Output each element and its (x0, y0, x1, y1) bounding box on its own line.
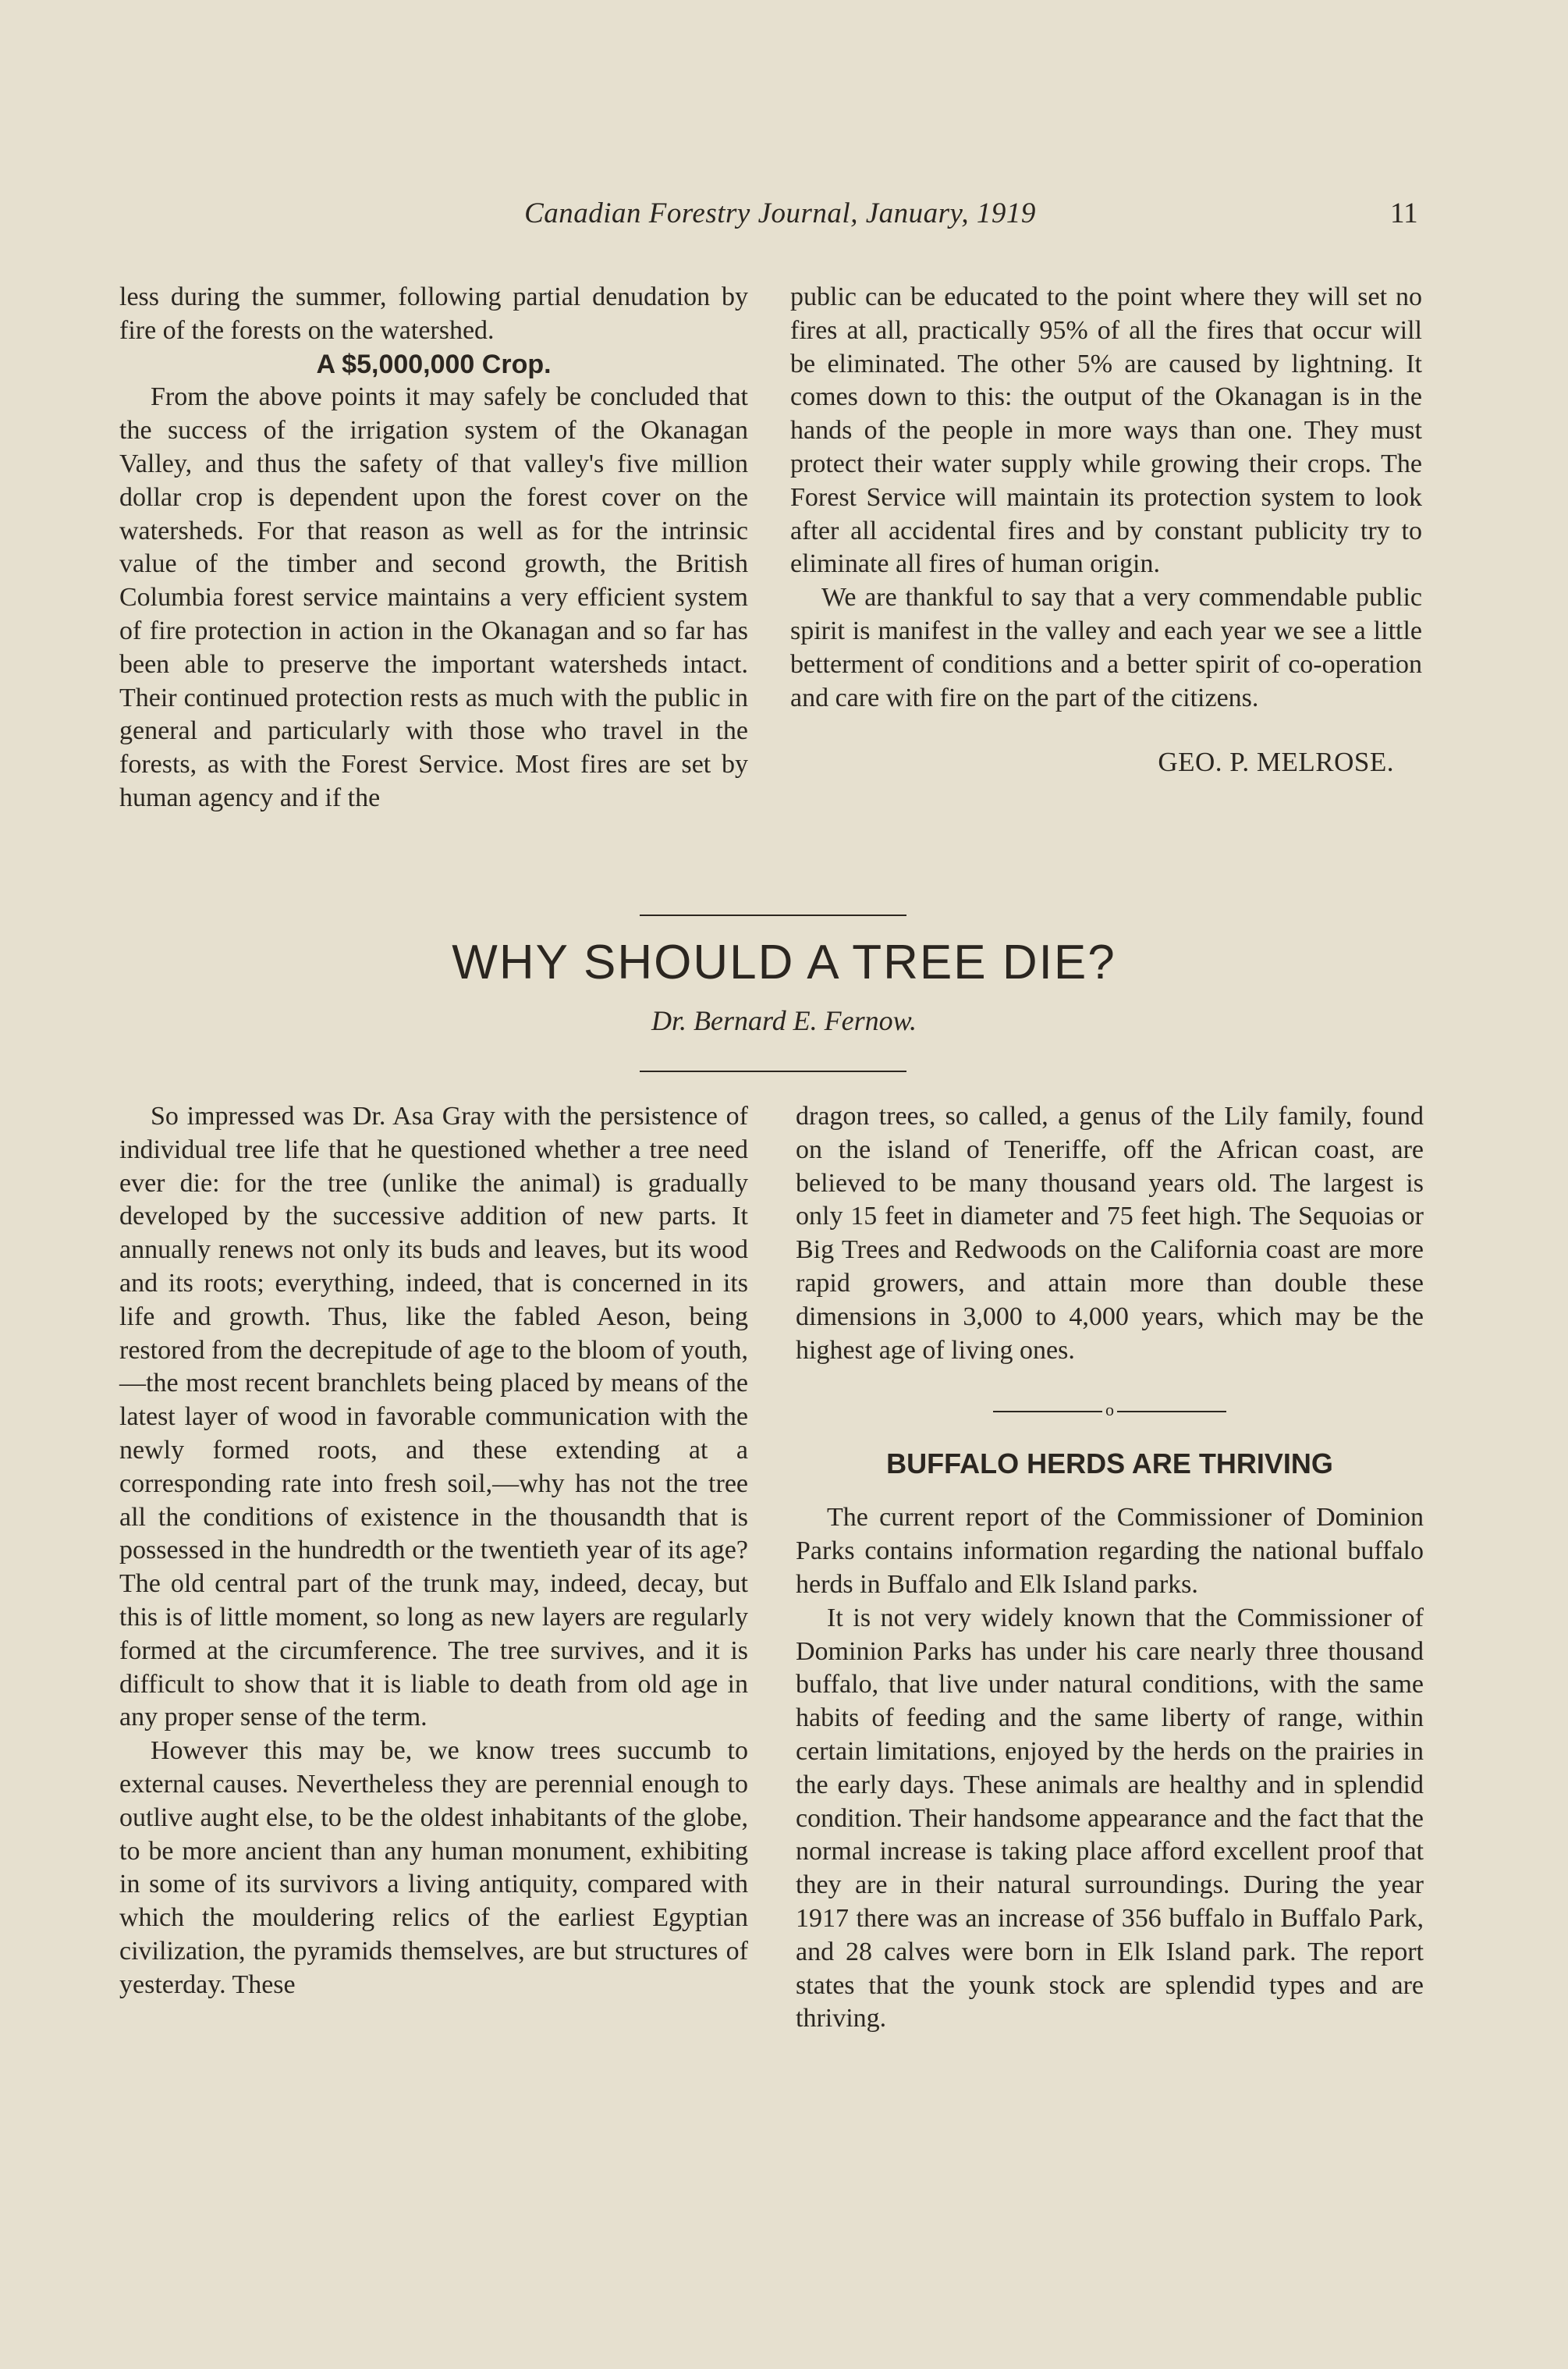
page-number: 11 (1390, 197, 1418, 229)
title-rule-bottom (640, 1071, 906, 1072)
paragraph: The current report of the Commissioner of Dominion Parks contains information regarding the national buffalo herds in Buffalo and Elk Island parks. (796, 1503, 1424, 1599)
paragraph: We are thankful to say that a very commendable public spirit is manifest in the valley and each year we see a little betterment of conditions and a better spirit of co-operation and care with fire on the part of the citizens. (790, 583, 1422, 712)
article-byline: Dr. Bernard E. Fernow. (651, 1005, 917, 1036)
paragraph: From the above points it may safely be concluded that the success of the irrigation system of the Okanagan Valley, and thus the safety of that valley's five million dollar crop is dependent upon the forest cover on the watersheds. For that reason as well as for the intrinsic value of the timber and second growth, the British Columbia forest service maintains a very efficient system of fire protection in action in the Okanagan and so far has been able to preserve the important watersheds intact. Their continued protection rests as much with the public in general and particularly with those who travel in the forests, as with the Forest Service. Most fires are set by human agency and if the (119, 382, 748, 812)
running-header (0, 197, 1568, 243)
author-signature: GEO. P. MELROSE. (1158, 747, 1394, 778)
divider-line (993, 1411, 1102, 1412)
paragraph: It is not very widely known that the Commissioner of Dominion Parks has under his care nearly three thousand buffalo, that live under natural conditions, with the same habits of feeding and the same liberty of range, within certain limitations, enjoyed by the herds on the prairies in the early days. These animals are healthy and in splendid condition. Their handsome appearance and the fact that the normal increase is taking place afford excellent proof that they are in their natural surroundings. During the year 1917 there was an increase of 356 buffalo in Buffalo Park, and 28 calves were born in Elk Island park. The report states that the younk stock are splendid types and are thriving. (796, 1603, 1424, 2033)
divider-ornament: o (1105, 1399, 1114, 1419)
article2-left-column (119, 1100, 748, 2002)
article-title: WHY SHOULD A TREE DIE? (452, 936, 1116, 989)
buffalo-article-title: BUFFALO HERDS ARE THRIVING (886, 1447, 1333, 1480)
section-divider (796, 1400, 1424, 1423)
section-subheading: A $5,000,000 Crop. (316, 349, 552, 379)
paragraph: less during the summer, following partial denudation by fire of the forests on the watershed. (119, 282, 748, 345)
paragraph: dragon trees, so called, a genus of the Lily family, found on the island of Teneriffe, off the African coast, are believed to be many thousand years old. The largest is only 15 feet in diameter and 75 feet high. The Sequoias or Big Trees and Redwoods on the California coast are more rapid growers, and attain more than double these dimensions in 3,000 to 4,000 years, which may be the highest age of living ones. (796, 1102, 1424, 1365)
paragraph: However this may be, we know trees succumb to external causes. Nevertheless they are perennial enough to outlive aught else, to be the oldest inhabitants of the globe, to be more ancient than any human monument, exhibiting in some of its survivors a living antiquity, compared with which the mouldering relics of the earliest Egyptian civilization, the pyramids themselves, are but structures of yesterday. These (119, 1736, 748, 1999)
article1-left-column (119, 281, 748, 815)
paragraph: public can be educated to the point where they will set no fires at all, practically 95% of all the fires that occur will be eliminated. The other 5% are caused by lightning. It comes down to this: the output of the Okanagan is in the hands of the people in more ways than one. They must protect their water supply while growing their crops. The Forest Service will maintain its protection system to look after all accidental fires and by constant publicity try to eliminate all fires of human origin. (790, 282, 1422, 579)
article2-right-column (796, 1100, 1424, 2036)
title-rule-top (640, 915, 906, 916)
article1-right-column (790, 281, 1422, 780)
paragraph: So impressed was Dr. Asa Gray with the persistence of individual tree life that he questioned whether a tree need ever die: for the tree (unlike the animal) is gradually developed by the successive addition of new parts. It annually renews not only its buds and leaves, but its wood and its roots; everything, indeed, that is concerned in its life and growth. Thus, like the fabled Aeson, being restored from the decrepitude of age to the bloom of youth,—the most recent branchlets being placed by means of the latest layer of wood in favorable communication with the newly formed roots, and these extending at a corresponding rate into fresh soil,—why has not the tree all the conditions of existence in the thousandth that is possessed in the hundredth or the twentieth year of its age? The old central part of the trunk may, indeed, decay, but this is of little moment, so long as new layers are regularly formed at the circumference. The tree survives, and it is difficult to show that it is liable to death from old age in any proper sense of the term. (119, 1102, 748, 1732)
divider-line (1117, 1411, 1226, 1412)
journal-title: Canadian Forestry Journal, January, 1919 (524, 197, 1036, 229)
